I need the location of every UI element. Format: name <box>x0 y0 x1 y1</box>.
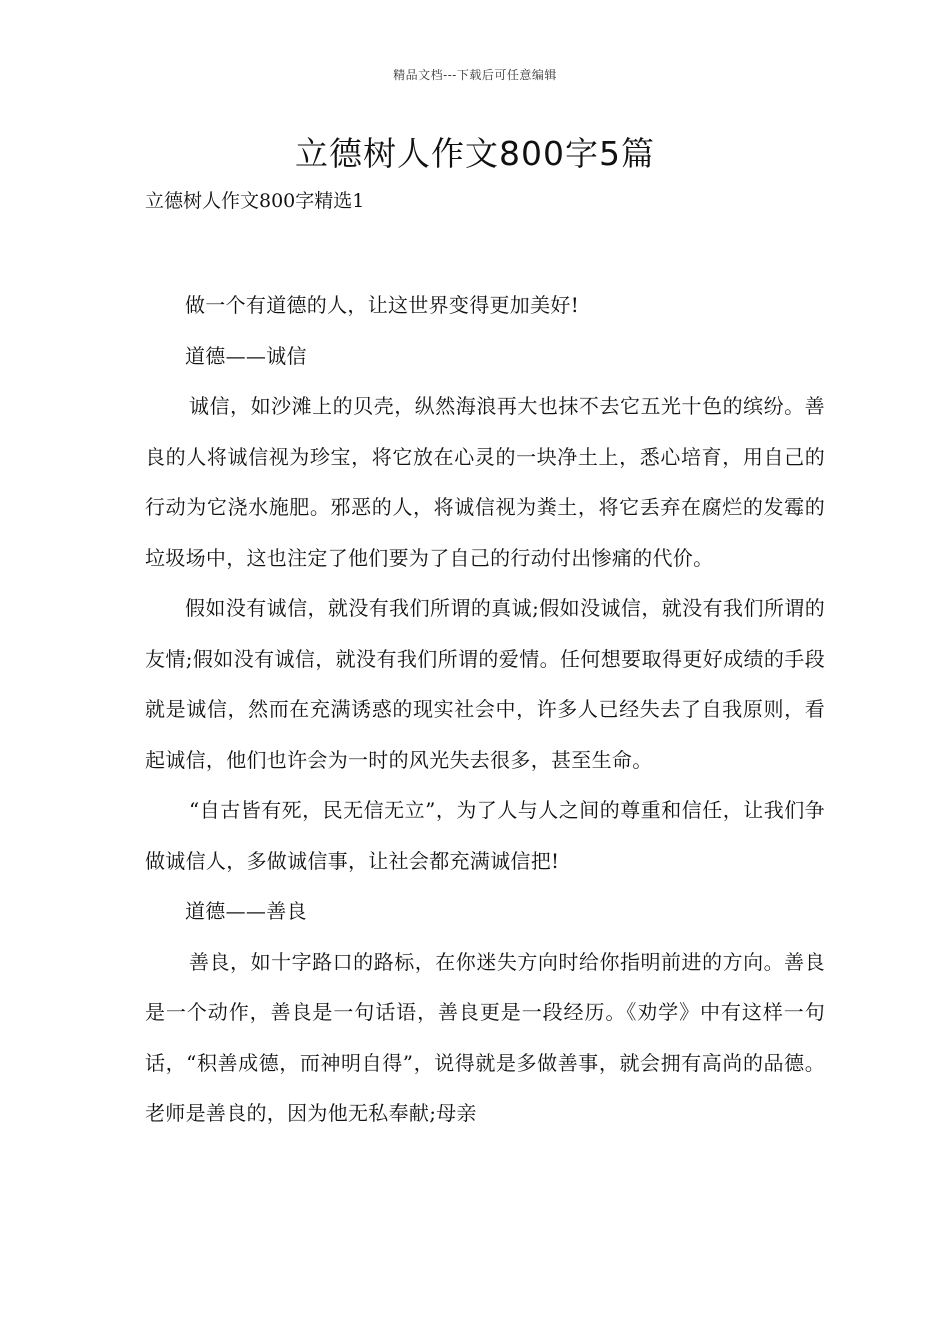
section-heading: 立德树人作文800字精选1 <box>145 190 365 212</box>
paragraph: 善良，如十字路口的路标，在你迷失方向时给你指明前进的方向。善良是一个动作，善良是一句话语，善良更是一段经历。《劝学》中有这样一句话，“积善成德，而神明自得”，说得就是多做善事，就会拥有高尚的品德。老师是善良的，因为他无私奉献;母亲 <box>145 949 825 1125</box>
paragraph: “自古皆有死，民无信无立”，为了人与人之间的尊重和信任，让我们争做诚信人，多做诚信事，让社会都充满诚信把! <box>145 798 825 873</box>
paragraph: 做一个有道德的人，让这世界变得更加美好! <box>185 293 580 317</box>
paragraph: 假如没有诚信，就没有我们所谓的真诚;假如没诚信，就没有我们所谓的友情;假如没有诚信，就没有我们所谓的爱情。任何想要取得更好成绩的手段就是诚信，然而在充满诱惑的现实社会中，许多人已经失去了自我原则，看起诚信，他们也许会为一时的风光失去很多，甚至生命。 <box>145 596 825 772</box>
sub-heading-kindness: 道德——善良 <box>185 899 307 923</box>
document-title: 立德树人作文800字5篇 <box>295 134 655 173</box>
paragraph: 诚信，如沙滩上的贝壳，纵然海浪再大也抹不去它五光十色的缤纷。善良的人将诚信视为珍宝，将它放在心灵的一块净土上，悉心培育，用自己的行动为它浇水施肥。邪恶的人，将诚信视为粪土，将它丢弃在腐烂的发霉的垃圾场中，这也注定了他们要为了自己的行动付出惨痛的代价。 <box>145 394 825 570</box>
header-note: 精品文档---下载后可任意编辑 <box>393 68 557 82</box>
sub-heading-honesty: 道德——诚信 <box>185 343 307 368</box>
document-body <box>145 280 825 1139</box>
